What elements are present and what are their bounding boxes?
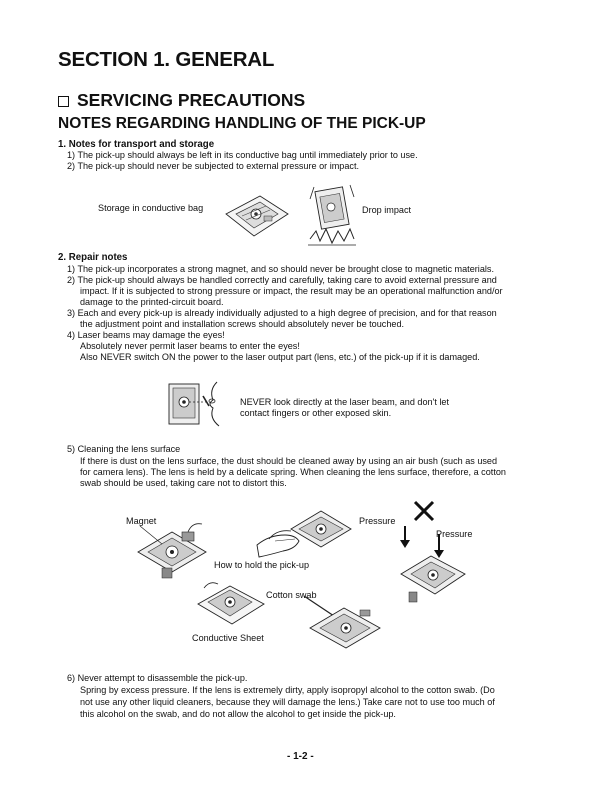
repair-line-6: the adjustment point and installation screws should absolutely never be touched. (80, 319, 405, 329)
laser-note-line-1: NEVER look directly at the laser beam, and don't let (240, 397, 449, 407)
cotton-swab-illustration (300, 594, 384, 654)
magnet-label: Magnet (126, 516, 157, 526)
checkbox-icon (58, 96, 69, 107)
repair-line-9: Also NEVER switch ON the power to the laser output part (lens, etc.) of the pick-up if it is damaged. (80, 352, 480, 362)
disassemble-line-2: Spring by excess pressure. If the lens is extremely dirty, apply isopropyl alcohol to the cotton swab. (Do (80, 685, 495, 695)
section2-heading: 2. Repair notes (58, 252, 128, 263)
section1-heading: 1. Notes for transport and storage (58, 139, 215, 150)
hold-label: How to hold the pick-up (214, 560, 310, 570)
laser-note-line-2: contact fingers or other exposed skin. (240, 408, 392, 418)
page-number: - 1-2 - (287, 751, 314, 762)
storage-caption: Storage in conductive bag (98, 203, 204, 213)
pressure-warning-illustration (395, 496, 475, 606)
disassemble-line-3: not use any other liquid cleaners, because they will damage the lens.) Take care not to use too much of (80, 697, 495, 707)
repair-line-4: damage to the printed-circuit board. (80, 297, 224, 307)
notes-heading: NOTES REGARDING HANDLING OF THE PICK-UP (58, 115, 426, 132)
conductive-sheet-illustration (196, 578, 266, 628)
pressure-label-1: Pressure (359, 516, 396, 526)
pickup-in-bag-illustration (222, 192, 292, 242)
hold-pickup-illustration (255, 505, 355, 565)
cotton-label: Cotton swab (266, 590, 317, 600)
disassemble-line-4: this alcohol on the swab, and do not allow the alcohol to get inside the pick-up. (80, 709, 396, 719)
section1-item-1: 1) The pick-up should always be left in its conductive bag until immediately prior to use. (67, 150, 418, 160)
repair-line-5: 3) Each and every pick-up is already individually adjusted to a high degree of precision, and for that reason (67, 308, 497, 318)
section1-item-2: 2) The pick-up should never be subjected to external pressure or impact. (67, 161, 359, 171)
repair-line-8: Absolutely never permit laser beams to enter the eyes! (80, 341, 300, 351)
cleaning-line-4: swab should be used, taking care not to distort this. (80, 478, 287, 488)
laser-eye-illustration (163, 378, 235, 430)
page-title: SECTION 1. GENERAL (58, 48, 275, 71)
drop-impact-illustration (304, 183, 360, 253)
repair-line-1: 1) The pick-up incorporates a strong magnet, and so should never be brought close to magnetic materials. (67, 264, 494, 274)
section-subtitle (58, 90, 305, 111)
repair-line-3: impact. If it is subjected to strong pressure or impact, the result may be an operational malfunction and/or (80, 286, 503, 296)
cleaning-line-1: 5) Cleaning the lens surface (67, 444, 181, 454)
disassemble-line-1: 6) Never attempt to disassemble the pick-up. (67, 673, 248, 683)
drop-impact-caption: Drop impact (362, 205, 412, 215)
repair-line-2: 2) The pick-up should always be handled correctly and carefully, taking care to avoid external pressure and (67, 275, 497, 285)
pressure-label-2: Pressure (436, 529, 473, 539)
cleaning-line-2: If there is dust on the lens surface, the dust should be cleaned away by using an air bush (such as used (80, 456, 498, 466)
sheet-label: Conductive Sheet (192, 633, 264, 643)
magnet-pickup-illustration (132, 522, 212, 580)
cleaning-line-3: for camera lens). The lens is held by a delicate spring. When cleaning the lens surface, therefore, a cotton (80, 467, 506, 477)
repair-line-7: 4) Laser beams may damage the eyes! (67, 330, 225, 340)
subtitle-text: SERVICING PRECAUTIONS (77, 90, 306, 110)
